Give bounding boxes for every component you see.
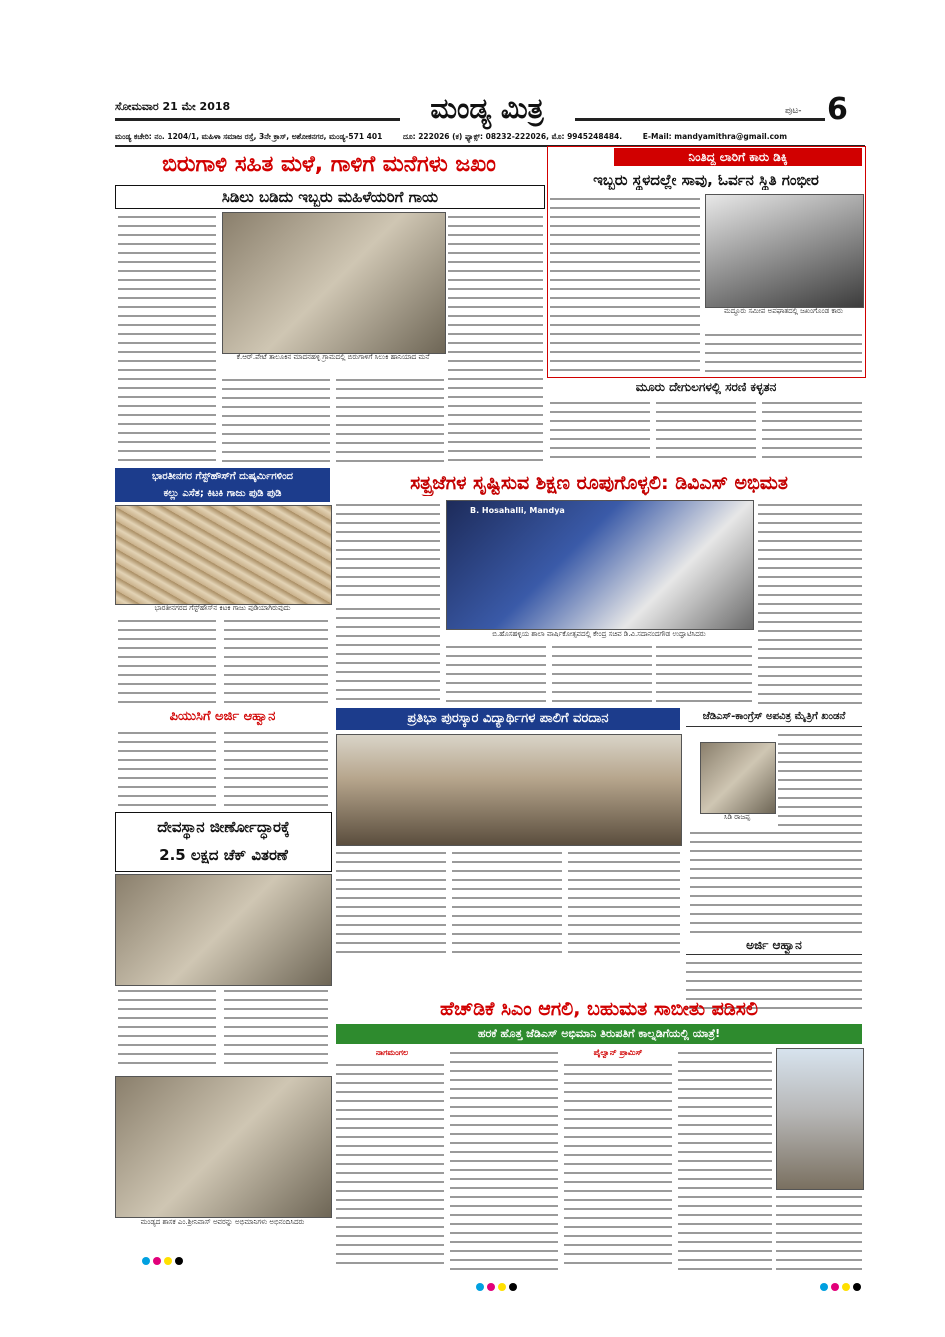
pratibha-headline: ಪ್ರತಿಭಾ ಪುರಸ್ಕಾರ ವಿದ್ಯಾರ್ಥಿಗಳ ಪಾಲಿಗೆ ವರದಾನ	[407, 711, 609, 726]
temples-column-3	[762, 398, 862, 464]
hdk-subhead-bar	[336, 1024, 862, 1044]
hdk-column-3	[564, 1060, 672, 1270]
cheque-headline-box	[115, 812, 332, 872]
dvs-column-4	[446, 642, 546, 704]
magenta-dot	[153, 1257, 161, 1265]
hdk-headline: ಹೆಚ್‌ಡಿಕೆ ಸಿಎಂ ಆಗಲಿ, ಬಹುಮತ ಸಾಬೀತು ಪಡಿಸಲಿ	[440, 998, 758, 1020]
cyan-dot	[142, 1257, 150, 1265]
pratibha-headline-box	[336, 708, 680, 730]
accident-headline: ಇಬ್ಬರು ಸ್ಥಳದಲ್ಲೇ ಸಾವು, ಓರ್ವನ ಸ್ಥಿತಿ ಗಂಭೀರ	[593, 171, 819, 189]
masthead-left-rule	[115, 118, 400, 121]
jds-photo-caption: ಸಿಡಿ ರಾಜಪ್ಪ	[723, 813, 751, 821]
masthead-right-rule	[575, 118, 825, 121]
hdk-subhead: ಹರಕೆ ಹೊತ್ತ ಜೆಡಿಎಸ್ ಅಭಿಮಾನಿ ತಿರುಪತಿಗೆ ಕಾಲ್ನಡಿಗೆಯಲ್ಲಿ ಯಾತ್ರೆ!	[477, 1027, 721, 1040]
email-line: E-Mail: mandyamithra@gmail.com	[642, 132, 788, 141]
rain-headline: ಬಿರುಗಾಳಿ ಸಹಿತ ಮಳೆ, ಗಾಳಿಗೆ ಮನೆಗಳು ಜಖಂ	[162, 152, 496, 177]
temples-headline: ಮೂರು ದೇಗುಲಗಳಲ್ಲಿ ಸರಣಿ ಕಳ್ಳತನ	[635, 380, 777, 394]
accident-photo-caption: ಮದ್ದೂರು ಸಮೀಪ ಅಪಘಾತದಲ್ಲಿ ಜಖಂಗೊಂಡ ಕಾರು	[724, 307, 843, 315]
pratibha-column-1	[336, 848, 446, 960]
jds-headline: ಜೆಡಿಎಸ್-ಕಾಂಗ್ರೆಸ್ ಅಪವಿತ್ರ ಮೈತ್ರಿಗೆ ಖಂಡನೆ	[686, 708, 862, 727]
guesthouse-headline-box	[115, 468, 330, 502]
dvs-column-2	[758, 500, 862, 705]
accident-kicker: ನಿಂತಿದ್ದ ಲಾರಿಗೆ ಕಾರು ಡಿಕ್ಕಿ	[688, 150, 788, 164]
print-marks-left	[142, 1250, 202, 1260]
hdk-byline-2: ಪೈಲ್ವಾನ್ ಪ್ರಾಮಿಸ್	[593, 1048, 643, 1057]
temples-column-1	[550, 398, 650, 464]
hdk-column-1	[336, 1060, 444, 1270]
guesthouse-column-1	[118, 616, 216, 706]
hdk-byline: ನಾಗಮಂಗಲ	[375, 1048, 409, 1057]
application-headline: ಅರ್ಜಿ ಆಹ್ವಾನ	[686, 936, 862, 955]
guesthouse-photo	[115, 505, 332, 605]
hdk-column-2	[450, 1048, 558, 1270]
dvs-column-1	[336, 500, 440, 600]
rain-column-2	[222, 375, 330, 463]
jds-column-2	[690, 828, 862, 934]
yellow-dot	[842, 1283, 850, 1291]
dvs-column-6	[656, 642, 752, 704]
pratibha-column-2	[452, 848, 562, 960]
guesthouse-column-2	[224, 616, 328, 706]
page-number: 6	[827, 92, 848, 127]
dvs-photo	[446, 500, 754, 630]
address-line: ಮಂಡ್ಯ ಕಚೇರಿ: ನಂ. 1204/1, ಮಹಿಳಾ ಸಮಾಜ ರಸ್ತೆ, 3ನೇ ಕ್ರಾಸ್, ಅಶೋಕನಗರ, ಮಂಡ್ಯ-571 401	[115, 132, 383, 141]
magenta-dot	[831, 1283, 839, 1291]
black-dot	[175, 1257, 183, 1265]
cheque-column-2	[224, 986, 328, 1070]
jds-column-1	[778, 730, 862, 826]
rain-photo	[222, 212, 446, 354]
rain-column-1	[118, 212, 216, 464]
guesthouse-photo-caption: ಭಾರತೀನಗರದ ಗೆಸ್ಟ್‌ಹೌಸ್‌ನ ಕಿಟಕಿ ಗಾಜು ಪುಡಿಯಾಗಿರುವುದು	[154, 604, 291, 612]
dvs-column-5	[552, 642, 652, 704]
felicitation-photo-caption: ಮಂಡ್ಯದ ಶಾಸಕ ಎಂ.ಶ್ರೀನಿವಾಸ್ ಅವರನ್ನು ಅಭಿಮಾನಿಗಳು ಅಭಿನಂದಿಸಿದರು	[140, 1218, 305, 1226]
hdk-photo	[776, 1048, 864, 1190]
dvs-photo-caption: ಬಿ.ಹೊಸಹಳ್ಳಿಯ ಶಾಲಾ ವಾರ್ಷಿಕೋತ್ಸವದಲ್ಲಿ ಕೇಂದ್ರ ಸಚಿವ ಡಿ.ವಿ.ಸದಾನಂದಗೌಡ ಉದ್ಘಾಟಿಸಿದರು	[492, 630, 706, 638]
hdk-column-5	[776, 1192, 862, 1270]
dvs-headline: ಸತ್ಪ್ರಜೆಗಳ ಸೃಷ್ಟಿಸುವ ಶಿಕ್ಷಣ ರೂಪುಗೊಳ್ಳಲಿ: ಡಿವಿಎಸ್ ಅಭಿಮತ	[410, 472, 788, 494]
rain-subhead-text: ಸಿಡಿಲು ಬಡಿದು ಇಬ್ಬರು ಮಹಿಳೆಯರಿಗೆ ಗಾಯ	[221, 188, 439, 206]
puc-column-1	[118, 728, 216, 808]
rain-column-4	[448, 212, 543, 464]
phone-line: ದೂ: 222026 (ಕ) ಫ್ಯಾಕ್ಸ್: 08232-222026, ಮೊ: 9945248484.	[402, 132, 623, 141]
temples-column-2	[656, 398, 756, 464]
cyan-dot	[476, 1283, 484, 1291]
cheque-photo	[115, 874, 332, 986]
black-dot	[853, 1283, 861, 1291]
address-bar	[115, 132, 865, 147]
pratibha-photo	[336, 734, 682, 846]
cheque-column-1	[118, 986, 216, 1070]
masthead	[115, 92, 865, 132]
yellow-dot	[498, 1283, 506, 1291]
rain-photo-caption: ಕೆ.ಆರ್.ಪೇಟೆ ತಾಲೂಕಿನ ಮಾದನಹಳ್ಳಿ ಗ್ರಾಮದಲ್ಲಿ ಬಿರುಗಾಳಿಗೆ ಸಿಲುಕಿ ಹಾನಿಯಾದ ಮನೆ	[236, 353, 430, 361]
page-label: ಪುಟ-	[785, 106, 802, 116]
magenta-dot	[487, 1283, 495, 1291]
black-dot	[509, 1283, 517, 1291]
paper-name: ಮಂಡ್ಯ ಮಿತ್ರ	[430, 92, 544, 125]
pratibha-column-3	[568, 848, 680, 960]
hdk-column-4	[678, 1048, 772, 1270]
jds-photo	[700, 742, 776, 814]
rain-column-3	[336, 375, 444, 463]
guesthouse-headline: ಭಾರತೀನಗರ ಗೆಸ್ಟ್‌ಹೌಸ್‌ಗೆ ದುಷ್ಕರ್ಮಿಗಳಿಂದ	[151, 471, 294, 482]
dvs-banner-text: B. Hosahalli, Mandya	[470, 506, 565, 515]
guesthouse-subhead: ಕಲ್ಲು ಎಸೆತ; ಕಿಟಕಿ ಗಾಜು ಪುಡಿ ಪುಡಿ	[163, 488, 282, 499]
felicitation-photo	[115, 1076, 332, 1218]
cheque-headline-1: ದೇವಸ್ಥಾನ ಜೀರ್ಣೋದ್ಧಾರಕ್ಕೆ	[157, 818, 290, 836]
print-marks-center	[476, 1276, 536, 1286]
rain-subhead	[115, 185, 545, 209]
puc-column-2	[224, 728, 328, 808]
dvs-column-3	[336, 604, 440, 704]
cyan-dot	[820, 1283, 828, 1291]
accident-box-border	[547, 146, 866, 378]
puc-headline: ಪಿಯುಸಿಗೆ ಅರ್ಜಿ ಆಹ್ವಾನ	[169, 709, 276, 724]
cheque-headline-2: 2.5 ಲಕ್ಷದ ಚೆಕ್ ವಿತರಣೆ	[159, 846, 288, 864]
print-marks-right	[820, 1276, 880, 1286]
yellow-dot	[164, 1257, 172, 1265]
issue-date: ಸೋಮವಾರ 21 ಮೇ 2018	[115, 100, 231, 113]
